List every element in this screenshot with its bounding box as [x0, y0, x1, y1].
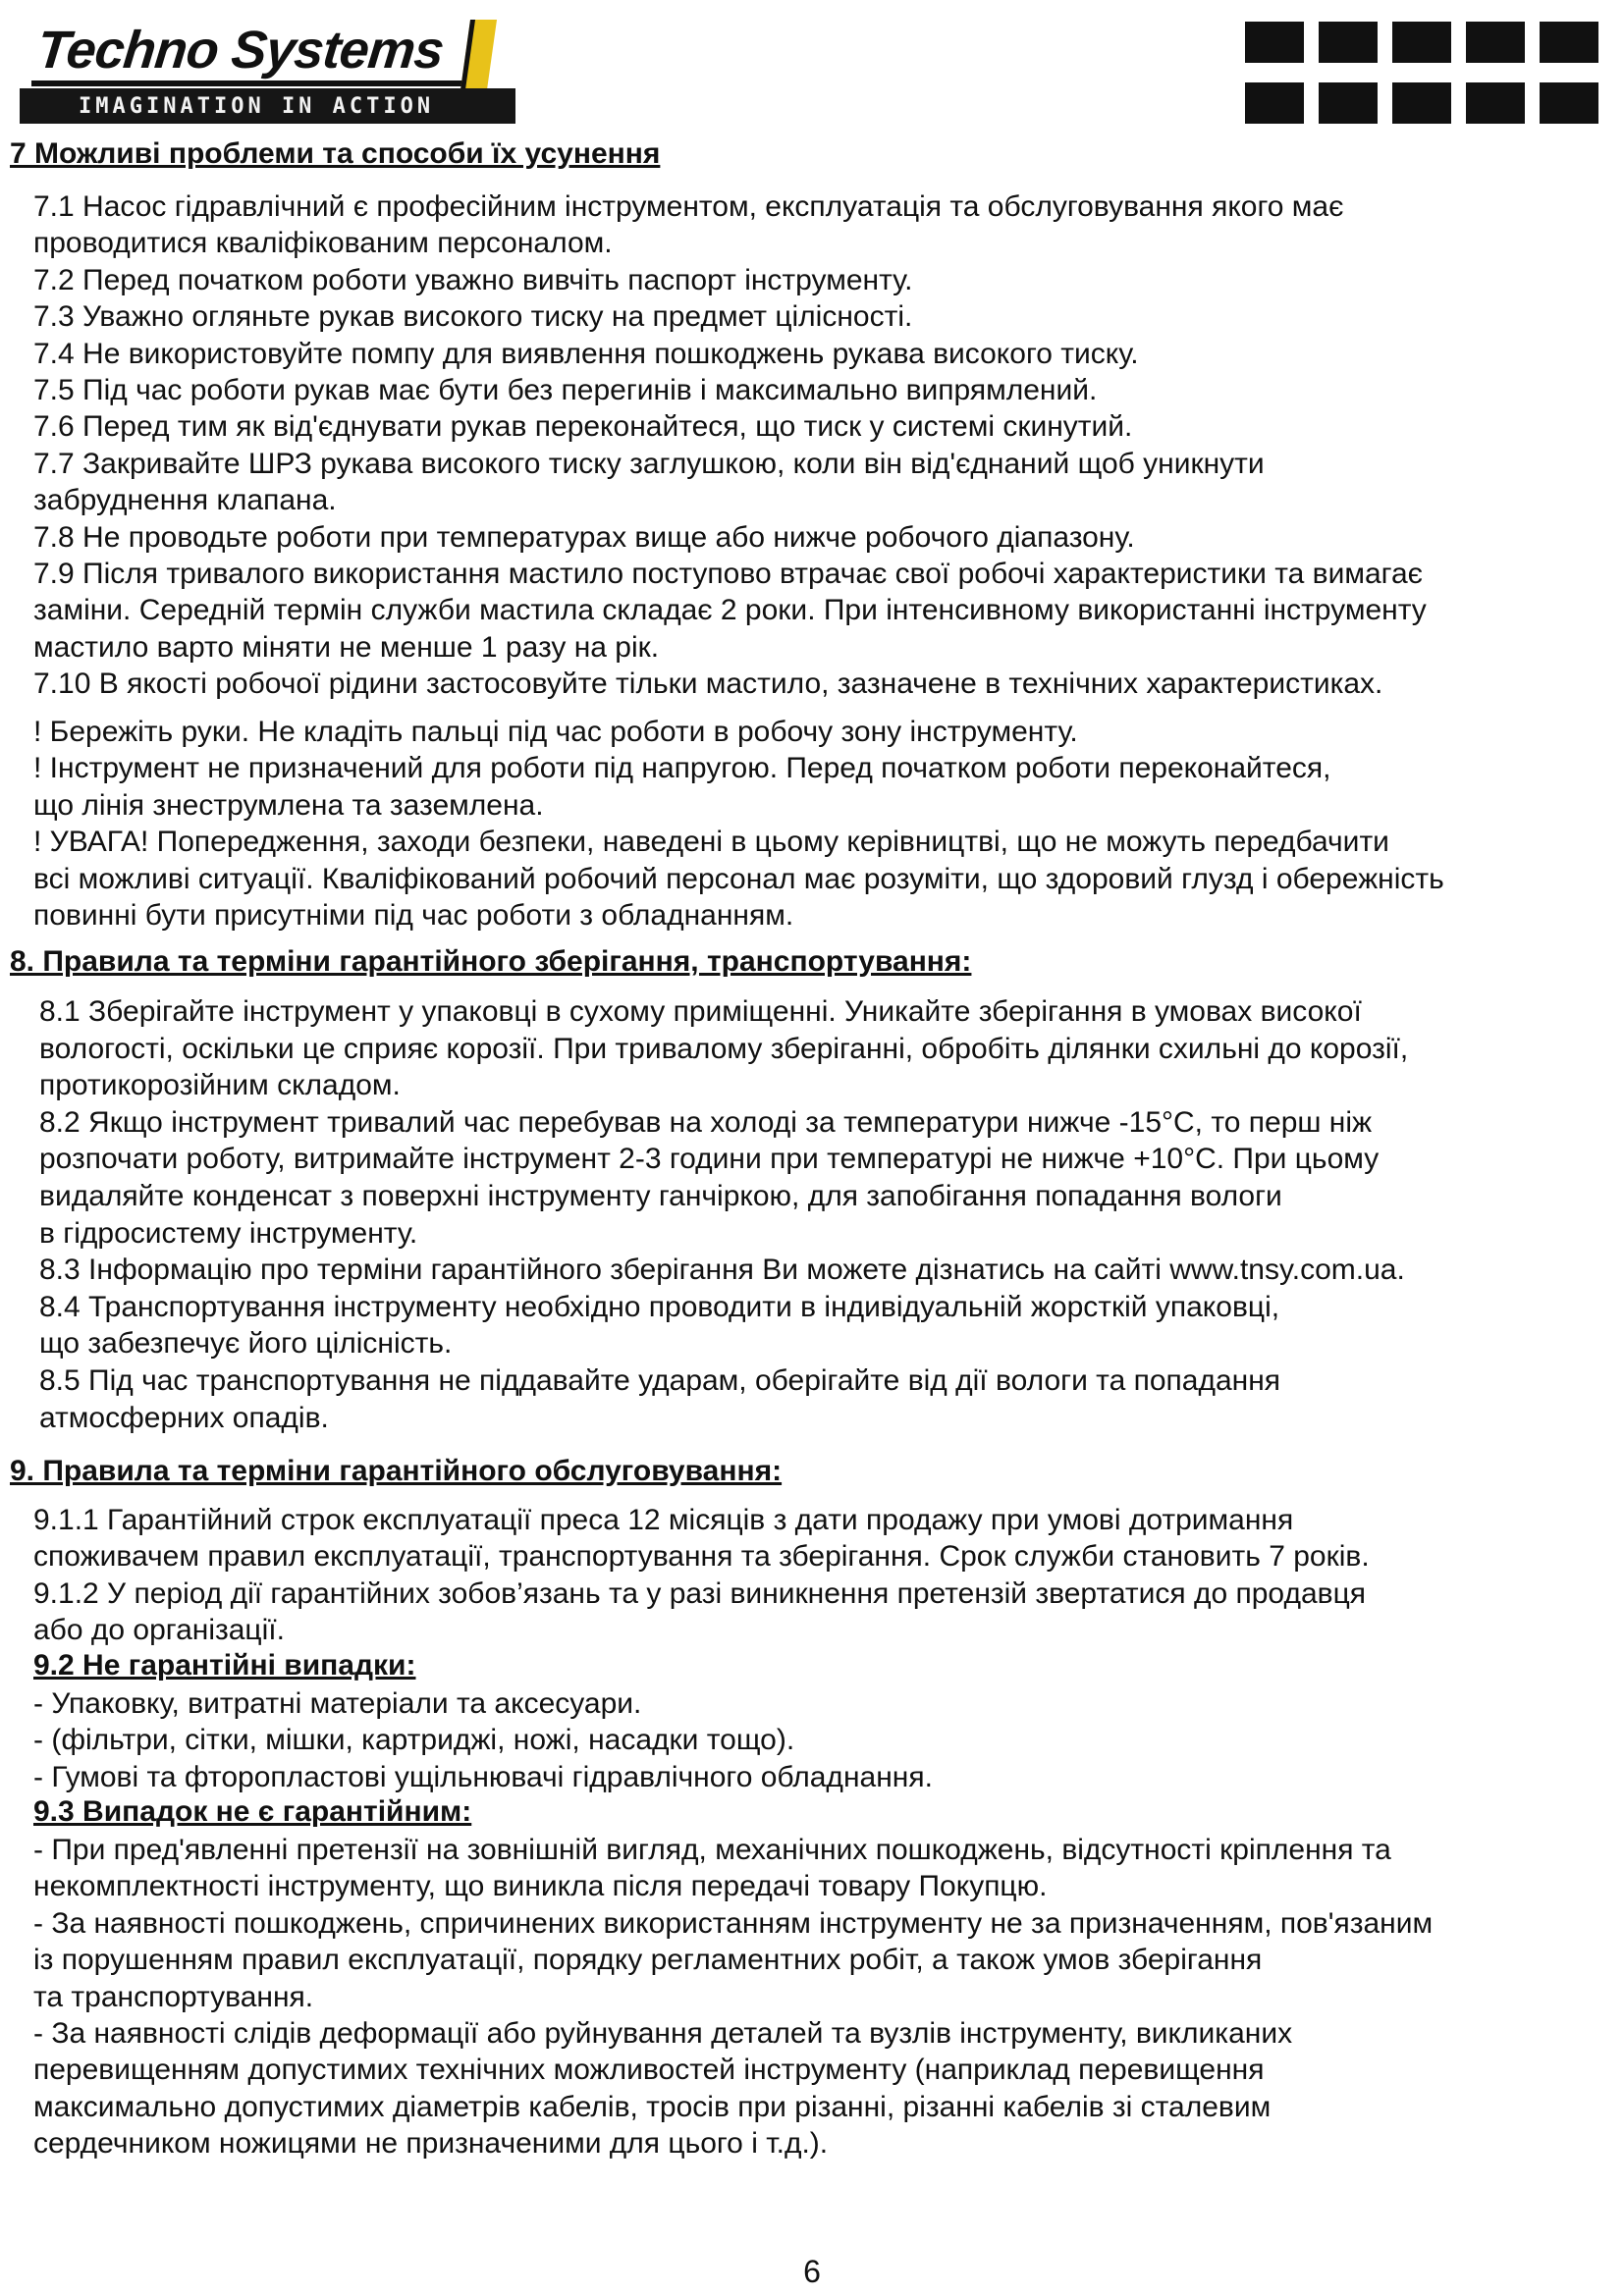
grid-cell — [1466, 22, 1525, 63]
section-8-line: 8.5 Під час транспортування не піддавайте ударам, оберігайте від дії вологи та попадання — [39, 1363, 1281, 1397]
section-7-line: проводитися кваліфікованим персоналом. — [33, 227, 613, 260]
grid-cell — [1540, 22, 1598, 63]
section-7-line: 7.5 Під час роботи рукав має бути без перегинів і максимально випрямлений. — [33, 374, 1098, 407]
section-7-line: 7.3 Уважно огляньте рукав високого тиску на предмет цілісності. — [33, 300, 913, 334]
warning-line: ! УВАГА! Попередження, заходи безпеки, наведені в цьому керівництві, що не можуть передбачити — [33, 826, 1389, 859]
section-7-line: 7.1 Насос гідравлічний є професійним інструментом, експлуатація та обслуговування якого має — [33, 190, 1344, 223]
list-item: та транспортування. — [33, 1980, 314, 2013]
section-9-line: споживачем правил експлуатації, транспортування та зберігання. Срок служби становить 7 років. — [33, 1540, 1370, 1574]
section-7-warnings — [33, 714, 1444, 934]
grid-cell — [1466, 82, 1525, 124]
section-7-line: 7.8 Не проводьте роботи при температурах вище або нижче робочого діапазону. — [33, 520, 1135, 554]
section-9-3-body — [33, 1832, 1433, 2163]
warning-line: всі можливі ситуації. Кваліфікований робочий персонал має розуміти, що здоровий глузд і обережність — [33, 862, 1444, 895]
grid-cell — [1392, 82, 1451, 124]
logo-name: Techno Systems — [33, 21, 447, 80]
section-9-line: 9.1.1 Гарантійний строк експлуатації преса 12 місяців з дати продажу при умові дотримання — [33, 1504, 1294, 1536]
section-7-line: 7.9 Після тривалого використання мастило поступово втрачає свої робочі характеристики та вимагає — [33, 558, 1423, 591]
section-7-body — [33, 188, 1427, 703]
section-8-title: 8. Правила та терміни гарантійного зберігання, транспортування: — [10, 945, 972, 978]
section-7-line: 7.7 Закривайте ШРЗ рукава високого тиску заглушкою, коли він від'єднаний щоб уникнути — [33, 447, 1265, 480]
section-9-2-body — [33, 1685, 933, 1795]
logo-wordmark — [20, 18, 481, 88]
section-7-line: 7.2 Перед початком роботи уважно вивчіть паспорт інструменту. — [33, 263, 913, 296]
list-item: - При пред'явленні претензії на зовнішній вигляд, механічних пошкоджень, відсутності кріплення та — [33, 1834, 1391, 1866]
warning-line: повинні бути присутніми під час роботи з обладнанням. — [33, 899, 794, 933]
section-8-line: в гідросистему інструменту. — [39, 1216, 418, 1250]
header-grid-mark — [1245, 22, 1600, 124]
list-item: - Упаковку, витратні матеріали та аксесуари. — [33, 1687, 642, 1720]
section-8-line: розпочати роботу, витримайте інструмент 2-3 години при температурі не нижче +10°С. При цьому — [39, 1143, 1380, 1176]
section-8-body — [39, 993, 1408, 1436]
grid-cell — [1540, 82, 1598, 124]
list-item: максимально допустимих діаметрів кабелів, тросів при різанні, різанні кабелів зі сталевим — [33, 2090, 1272, 2123]
section-8-line: видаляйте конденсат з поверхні інструменту ганчіркою, для запобігання попадання вологи — [39, 1179, 1282, 1212]
page-number: 6 — [803, 2254, 821, 2289]
section-8-line: 8.2 Якщо інструмент тривалий час перебував на холоді за температури нижче -15°С, то перш ніж — [39, 1105, 1373, 1139]
section-7-line: забруднення клапана. — [33, 484, 337, 517]
section-8-line: 8.3 Інформацію про терміни гарантійного зберігання Ви можете дізнатись на сайті www.tnsy.com.ua. — [39, 1254, 1405, 1287]
grid-cell — [1392, 22, 1451, 63]
list-item: - (фільтри, сітки, мішки, картриджі, ножі, насадки тощо). — [33, 1724, 795, 1757]
logo-underline — [31, 80, 478, 86]
warning-line: що лінія знеструмлена та заземлена. — [33, 788, 544, 822]
list-item: перевищенням допустимих технічних можливостей інструменту (наприклад перевищення — [33, 2054, 1265, 2087]
grid-cell — [1319, 82, 1378, 124]
list-item: із порушенням правил експлуатації, порядку регламентних робіт, а також умов зберігання — [33, 1944, 1263, 1977]
section-7-line: заміни. Середній термін служби мастила складає 2 роки. При інтенсивному використанні інструменту — [33, 594, 1427, 627]
company-logo — [20, 18, 515, 124]
section-9-title: 9. Правила та терміни гарантійного обслуговування: — [10, 1455, 783, 1487]
section-8-line: вологості, оскільки це сприяє корозії. При тривалому зберіганні, обробіть ділянки схильні до корозії, — [39, 1032, 1409, 1065]
section-9-2-title: 9.2 Не гарантійні випадки: — [33, 1649, 416, 1682]
section-9-3-title: 9.3 Випадок не є гарантійним: — [33, 1795, 472, 1828]
logo-tagline: IMAGINATION IN ACTION — [79, 94, 435, 119]
list-item: - За наявності слідів деформації або руйнування деталей та вузлів інструменту, викликаних — [33, 2017, 1293, 2051]
grid-cell — [1319, 22, 1378, 63]
list-item: некомплектності інструменту, що виникла після передачі товару Покупцю. — [33, 1870, 1048, 1903]
list-item: сердечником ножицями не призначеними для цього і т.д.). — [33, 2127, 829, 2161]
section-8-line: протикорозійним складом. — [39, 1069, 401, 1102]
section-7-line: 7.10 В якості робочої рідини застосовуйте тільки мастило, зазначене в технічних характеристиках. — [33, 667, 1383, 701]
section-8-line: 8.1 Зберігайте інструмент у упаковці в сухому приміщенні. Уникайте зберігання в умовах високої — [39, 995, 1362, 1028]
list-item: - За наявності пошкоджень, спричинених використанням інструменту не за призначенням, пов'язаним — [33, 1906, 1434, 1940]
section-7-line: 7.4 Не використовуйте помпу для виявлення пошкоджень рукава високого тиску. — [33, 337, 1139, 370]
section-8-line: що забезпечує його цілісність. — [39, 1327, 453, 1361]
section-7-line: мастило варто міняти не менше 1 разу на рік. — [33, 630, 660, 664]
section-7-title: 7 Можливі проблеми та способи їх усунення — [10, 137, 661, 170]
section-9-line: або до організації. — [33, 1614, 285, 1647]
warning-line: ! Інструмент не призначений для роботи під напругою. Перед початком роботи переконайтеся, — [33, 752, 1331, 785]
section-7-line: 7.6 Перед тим як від'єднувати рукав переконайтеся, що тиск у системі скинутий. — [33, 410, 1133, 444]
section-9-body — [33, 1502, 1370, 1649]
list-item: - Гумові та фторопластові ущільнювачі гідравлічного обладнання. — [33, 1760, 933, 1793]
section-8-line: атмосферних опадів. — [39, 1401, 329, 1434]
section-9-line: 9.1.2 У період дії гарантійних зобов’язань та у разі виникнення претензій звертатися до продавця — [33, 1576, 1367, 1610]
grid-cell — [1245, 22, 1304, 63]
section-8-line: 8.4 Транспортування інструменту необхідно проводити в індивідуальній жорсткій упаковці, — [39, 1290, 1280, 1323]
grid-cell — [1245, 82, 1304, 124]
warning-line: ! Бережіть руки. Не кладіть пальці під час роботи в робочу зону інструменту. — [33, 716, 1078, 748]
